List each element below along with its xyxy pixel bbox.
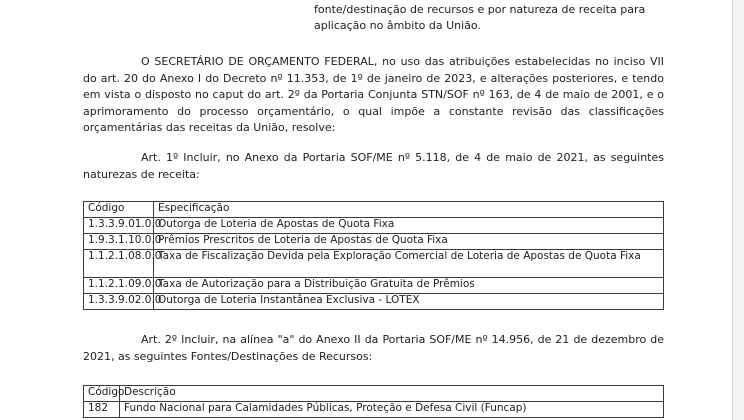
table-row [84,402,664,418]
specification-cell: Taxa de Fiscalização Devida pela Exploração Comercial de Loteria de Apostas de Quota Fixa [154,250,664,278]
table-row [84,234,664,250]
description-cell: Fundo Nacional para Calamidades Públicas, Proteção e Defesa Civil (Funcap) [120,402,664,418]
article-1-text: Art. 1º Incluir, no Anexo da Portaria SOF/ME nº 5.118, de 4 de maio de 2021, as seguintes naturezas de receita: [83,151,664,181]
specification-cell: Outorga de Loteria de Apostas de Quota Fixa [154,218,664,234]
code-cell: 1.3.3.9.01.0.0 [84,218,154,234]
article-2-text: Art. 2º Incluir, na alínea "a" do Anexo II da Portaria SOF/ME nº 14.956, de 21 de dezembro de 2021, as seguintes Fontes/Destinações de Recursos: [83,333,664,363]
table-row [84,250,664,278]
revenue-nature-table [83,201,664,310]
article-2-paragraph [83,332,664,365]
table-header-row [84,202,664,218]
article-1-paragraph [83,150,664,183]
table-header-row [84,386,664,402]
ementa-text [314,2,664,34]
code-cell: 1.1.2.1.09.0.0 [84,278,154,294]
code-cell: 1.3.3.9.02.0.0 [84,294,154,310]
ementa-line-2: aplicação no âmbito da União. [314,19,481,32]
preamble-text: O SECRETÁRIO DE ORÇAMENTO FEDERAL, no uso das atribuições estabelecidas no inciso VII do art. 20 do Anexo I do Decreto nº 11.353, de 1º de janeiro de 2023, e alterações posteriores, e tendo em vista o disposto no caput do art. 2º da Portaria Conjunta STN/SOF nº 163, de 4 de maio de 2001, e o aprimoramento do processo orçamentário, o qual impõe a constante revisão das classificações orçamentárias das receitas da União, resolve: [83,55,664,134]
code-cell: 1.9.3.1.10.0.0 [84,234,154,250]
ementa-line-1: fonte/destinação de recursos e por natureza de receita para [314,3,646,16]
page-edge [732,0,744,420]
specification-cell: Taxa de Autorização para a Distribuição Gratuita de Prêmios [154,278,664,294]
code-cell: 1.1.2.1.08.0.0 [84,250,154,278]
table-row [84,278,664,294]
specification-cell: Outorga de Loteria Instantânea Exclusiva - LOTEX [154,294,664,310]
column-header-code: Código [84,386,120,402]
table-row [84,294,664,310]
table-row [84,218,664,234]
column-header-specification: Especificação [154,202,664,218]
column-header-description: Descrição [120,386,664,402]
code-cell: 182 [84,402,120,418]
preamble-paragraph [83,54,664,137]
specification-cell: Prêmios Prescritos de Loteria de Apostas de Quota Fixa [154,234,664,250]
column-header-code: Código [84,202,154,218]
resource-source-table [83,385,664,418]
